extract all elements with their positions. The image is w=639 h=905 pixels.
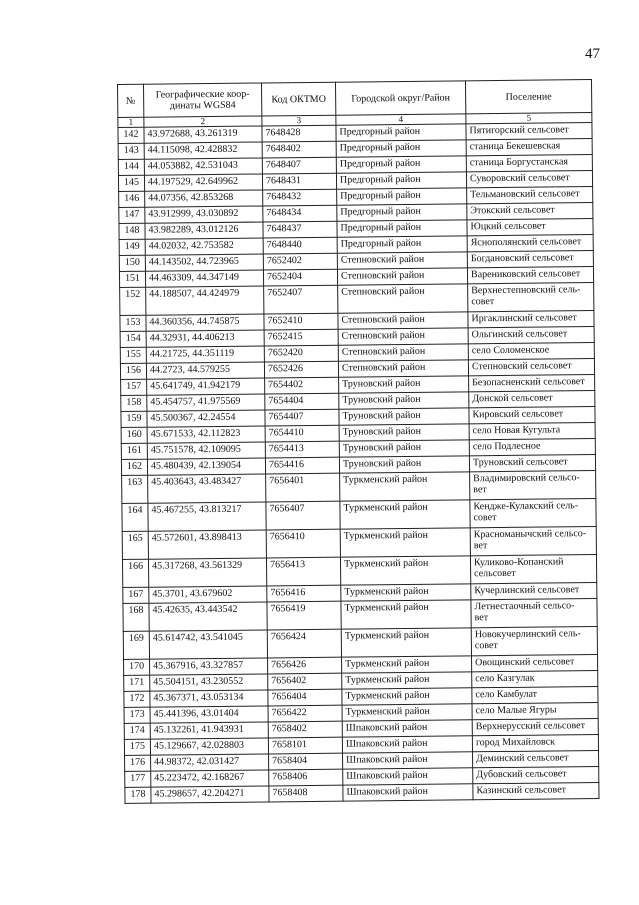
cell-number: 166 <box>122 559 148 587</box>
cell-settlement: станица Боргустанская <box>466 155 592 172</box>
cell-number: 173 <box>124 707 150 723</box>
cell-settlement: село Камбулат <box>472 686 598 703</box>
cell-coordinates: 45.671533, 42.112823 <box>147 426 265 443</box>
cell-settlement: станица Бекешевская <box>466 139 592 156</box>
cell-number: 169 <box>123 631 149 659</box>
cell-oktmo: 7658408 <box>269 785 343 802</box>
cell-coordinates: 44.463309, 44.347149 <box>145 270 263 287</box>
cell-number: 155 <box>120 347 146 363</box>
cell-district: Предгорный район <box>336 172 466 189</box>
cell-oktmo: 7656413 <box>266 557 340 586</box>
cell-number: 149 <box>119 239 145 255</box>
cell-number: 164 <box>122 503 148 531</box>
cell-district: Предгорный район <box>336 124 466 141</box>
cell-oktmo: 7656404 <box>268 689 342 706</box>
cell-oktmo: 7652420 <box>264 345 338 362</box>
header-oktmo: Код ОКТМО <box>261 82 335 116</box>
cell-settlement: Этокский сельсовет <box>467 203 593 220</box>
cell-oktmo: 7654416 <box>265 457 339 474</box>
cell-district: Предгорный район <box>336 140 466 157</box>
cell-oktmo: 7656402 <box>268 673 342 690</box>
cell-oktmo: 7654402 <box>265 377 339 394</box>
cell-oktmo: 7654407 <box>265 409 339 426</box>
cell-settlement: Верхнестепновский сель- совет <box>468 283 594 312</box>
cell-number: 150 <box>119 255 145 271</box>
cell-settlement: Верхнерусский сельсовет <box>472 718 598 735</box>
cell-settlement: село Казгулак <box>472 670 598 687</box>
cell-coordinates: 45.223472, 42.168267 <box>151 770 269 787</box>
cell-district: Предгорный район <box>337 220 467 237</box>
cell-settlement: Варениковский сельсовет <box>467 267 593 284</box>
table-body <box>118 123 599 804</box>
cell-oktmo: 7652402 <box>263 253 337 270</box>
cell-district: Степновский район <box>337 268 467 285</box>
cell-settlement: село Соломенское <box>468 343 594 360</box>
cell-oktmo: 7648407 <box>262 157 336 174</box>
cell-coordinates: 45.751578, 42.109095 <box>147 442 265 459</box>
cell-oktmo: 7656407 <box>266 501 340 530</box>
cell-oktmo: 7658402 <box>268 721 342 738</box>
cell-coordinates: 44.98372, 42.031427 <box>151 754 269 771</box>
cell-coordinates: 44.053882, 42.531043 <box>144 158 262 175</box>
cell-number: 175 <box>124 739 150 755</box>
cell-coordinates: 44.188507, 44.424979 <box>146 286 264 315</box>
cell-coordinates: 45.500367, 42.24554 <box>147 410 265 427</box>
cell-district: Труновский район <box>339 424 469 441</box>
cell-district: Труновский район <box>339 392 469 409</box>
cell-district: Туркменский район <box>341 628 471 657</box>
cell-settlement: Степновский сельсовет <box>468 359 594 376</box>
cell-oktmo: 7656416 <box>267 585 341 602</box>
cell-district: Туркменский район <box>342 704 472 721</box>
cell-district: Степновский район <box>338 344 468 361</box>
cell-coordinates: 44.32931, 44.406213 <box>146 330 264 347</box>
cell-settlement: Труновский сельсовет <box>469 455 595 472</box>
cell-oktmo: 7654410 <box>265 425 339 442</box>
cell-coordinates: 45.42635, 43.443542 <box>149 602 267 631</box>
cell-coordinates: 45.367371, 43.053134 <box>150 690 268 707</box>
cell-district: Туркменский район <box>342 688 472 705</box>
cell-coordinates: 44.197529, 42.649962 <box>144 174 262 191</box>
cell-oktmo: 7658404 <box>269 753 343 770</box>
cell-settlement: Кировский сельсовет <box>469 407 595 424</box>
cell-district: Туркменский район <box>342 656 472 673</box>
column-number: 1 <box>118 117 144 127</box>
cell-oktmo: 7652426 <box>264 361 338 378</box>
cell-number: 145 <box>118 175 144 191</box>
cell-oktmo: 7648437 <box>263 221 337 238</box>
cell-settlement: Кучерлинский сельсовет <box>471 583 597 600</box>
cell-coordinates: 45.504151, 43.230552 <box>150 674 268 691</box>
cell-district: Туркменский район <box>340 500 470 529</box>
cell-district: Туркменский район <box>340 528 470 557</box>
cell-oktmo: 7648428 <box>262 125 336 142</box>
cell-district: Шпаковский район <box>342 720 472 737</box>
cell-settlement: Летнестаочный сельсо- вет <box>471 599 597 628</box>
header-number: № <box>118 84 144 117</box>
cell-number: 152 <box>120 287 146 315</box>
cell-settlement: село Новая Кугульта <box>469 423 595 440</box>
cell-coordinates: 45.129667, 42.028803 <box>150 738 268 755</box>
cell-number: 161 <box>121 443 147 459</box>
cell-number: 178 <box>125 787 151 803</box>
cell-settlement: Тельмановский сельсовет <box>467 187 593 204</box>
cell-district: Степновский район <box>337 252 467 269</box>
cell-number: 167 <box>123 587 149 603</box>
cell-oktmo: 7656426 <box>268 657 342 674</box>
cell-settlement: город Михайловск <box>472 734 598 751</box>
cell-settlement: Иргаклинский сельсовет <box>468 311 594 328</box>
cell-oktmo: 7654413 <box>265 441 339 458</box>
cell-settlement: Донской сельсовет <box>469 391 595 408</box>
cell-coordinates: 44.115098, 42.428832 <box>144 142 262 159</box>
cell-oktmo: 7652404 <box>263 269 337 286</box>
cell-coordinates: 45.298657, 42.204271 <box>151 786 269 803</box>
cell-coordinates: 45.3701, 43.679602 <box>149 586 267 603</box>
header-coordinates: Географические коор- динаты WGS84 <box>144 83 262 117</box>
cell-number: 147 <box>119 207 145 223</box>
column-number: 4 <box>336 114 466 125</box>
cell-number: 142 <box>118 127 144 143</box>
cell-number: 171 <box>124 675 150 691</box>
cell-number: 162 <box>121 459 147 475</box>
cell-coordinates: 44.143502, 44.723965 <box>145 254 263 271</box>
cell-coordinates: 45.467255, 43.813217 <box>148 502 266 531</box>
cell-oktmo: 7658406 <box>269 769 343 786</box>
cell-coordinates: 45.572601, 43.898413 <box>148 530 266 559</box>
cell-district: Труновский район <box>339 456 469 473</box>
cell-settlement: Ольгинский сельсовет <box>468 327 594 344</box>
settlements-table <box>117 79 600 804</box>
cell-oktmo: 7648432 <box>263 189 337 206</box>
cell-district: Шпаковский район <box>343 752 473 769</box>
cell-settlement: Кендже-Кулакский сель- совет <box>470 499 596 528</box>
cell-number: 153 <box>120 315 146 331</box>
cell-oktmo: 7658101 <box>268 737 342 754</box>
cell-number: 170 <box>124 659 150 675</box>
cell-settlement: Пятигорский сельсовет <box>466 123 592 140</box>
cell-coordinates: 44.02032, 42.753582 <box>145 238 263 255</box>
cell-oktmo: 7652407 <box>264 285 338 314</box>
cell-coordinates: 43.912999, 43.030892 <box>145 206 263 223</box>
cell-coordinates: 45.480439, 42.139054 <box>147 458 265 475</box>
cell-number: 168 <box>123 603 149 631</box>
cell-number: 144 <box>118 159 144 175</box>
cell-number: 160 <box>121 427 147 443</box>
cell-oktmo: 7648434 <box>263 205 337 222</box>
cell-district: Предгорный район <box>337 236 467 253</box>
cell-number: 156 <box>120 363 146 379</box>
cell-settlement: Суворовский сельсовет <box>466 171 592 188</box>
page-number: 47 <box>585 46 600 62</box>
cell-oktmo: 7656424 <box>267 629 341 658</box>
cell-district: Степновский район <box>338 312 468 329</box>
cell-settlement: Владимировский сельсо- вет <box>470 471 596 500</box>
cell-number: 165 <box>122 531 148 559</box>
cell-number: 157 <box>121 379 147 395</box>
cell-settlement: Безопасненский сельсовет <box>469 375 595 392</box>
cell-district: Шпаковский район <box>342 736 472 753</box>
cell-coordinates: 44.360356, 44.745875 <box>146 314 264 331</box>
cell-district: Туркменский район <box>341 600 471 629</box>
cell-coordinates: 43.982289, 43.012126 <box>145 222 263 239</box>
cell-coordinates: 45.403643, 43.483427 <box>148 474 266 503</box>
cell-settlement: Богдановский сельсовет <box>467 251 593 268</box>
cell-oktmo: 7652410 <box>264 313 338 330</box>
column-number: 3 <box>262 115 336 126</box>
cell-settlement: Красноманычский сельсо- вет <box>470 527 596 556</box>
cell-district: Степновский район <box>338 360 468 377</box>
cell-oktmo: 7654404 <box>265 393 339 410</box>
cell-number: 177 <box>125 771 151 787</box>
cell-district: Степновский район <box>338 328 468 345</box>
cell-coordinates: 45.641749, 41.942179 <box>147 378 265 395</box>
cell-settlement: село Подлесное <box>469 439 595 456</box>
cell-number: 148 <box>119 223 145 239</box>
cell-coordinates: 44.07356, 42.853268 <box>145 190 263 207</box>
cell-number: 176 <box>125 755 151 771</box>
cell-district: Шпаковский район <box>343 784 473 801</box>
cell-district: Туркменский район <box>341 584 471 601</box>
cell-coordinates: 43.972688, 43.261319 <box>144 126 262 143</box>
cell-district: Туркменский район <box>340 472 470 501</box>
cell-district: Туркменский район <box>342 672 472 689</box>
cell-settlement: село Малые Ягуры <box>472 702 598 719</box>
cell-number: 159 <box>121 411 147 427</box>
column-number: 5 <box>466 113 592 124</box>
cell-oktmo: 7656410 <box>266 529 340 558</box>
cell-district: Труновский район <box>339 408 469 425</box>
header-district: Городской округ/Район <box>335 81 465 115</box>
cell-coordinates: 45.614742, 43.541045 <box>149 630 267 659</box>
cell-coordinates: 45.367916, 43.327857 <box>150 658 268 675</box>
cell-oktmo: 7648440 <box>263 237 337 254</box>
cell-oktmo: 7656401 <box>266 473 340 502</box>
cell-settlement: Деминский сельсовет <box>473 750 599 767</box>
cell-coordinates: 44.21725, 44.351119 <box>146 346 264 363</box>
cell-settlement: Куликово-Копанский сельсовет <box>470 555 596 584</box>
cell-district: Труновский район <box>339 376 469 393</box>
table-header-row <box>118 80 592 118</box>
cell-settlement: Овощинский сельсовет <box>472 654 598 671</box>
cell-coordinates: 45.317268, 43.561329 <box>148 558 266 587</box>
cell-district: Шпаковский район <box>343 768 473 785</box>
cell-district: Степновский район <box>338 284 468 313</box>
cell-district: Предгорный район <box>337 204 467 221</box>
cell-number: 146 <box>119 191 145 207</box>
cell-district: Предгорный район <box>336 156 466 173</box>
cell-oktmo: 7648431 <box>262 173 336 190</box>
cell-oktmo: 7656419 <box>267 601 341 630</box>
cell-number: 151 <box>119 271 145 287</box>
cell-number: 163 <box>122 475 148 503</box>
cell-district: Предгорный район <box>337 188 467 205</box>
cell-district: Труновский район <box>339 440 469 457</box>
settlements-table-container <box>117 79 599 804</box>
cell-number: 174 <box>124 723 150 739</box>
cell-coordinates: 45.454757, 41.975569 <box>147 394 265 411</box>
cell-oktmo: 7652415 <box>264 329 338 346</box>
cell-settlement: Юцкий сельсовет <box>467 219 593 236</box>
cell-oktmo: 7656422 <box>268 705 342 722</box>
cell-number: 172 <box>124 691 150 707</box>
cell-settlement: Дубовский сельсовет <box>473 766 599 783</box>
cell-settlement: Яснополянский сельсовет <box>467 235 593 252</box>
cell-oktmo: 7648402 <box>262 141 336 158</box>
cell-coordinates: 45.132261, 41.943931 <box>150 722 268 739</box>
cell-number: 154 <box>120 331 146 347</box>
cell-number: 158 <box>121 395 147 411</box>
cell-coordinates: 44.2723, 44.579255 <box>146 362 264 379</box>
column-number: 2 <box>144 116 262 127</box>
cell-district: Туркменский район <box>340 556 470 585</box>
cell-number: 143 <box>118 143 144 159</box>
cell-settlement: Новокучерлинский сель- совет <box>471 627 597 656</box>
cell-settlement: Казинский сельсовет <box>473 782 599 799</box>
header-settlement: Поселение <box>465 80 591 114</box>
cell-coordinates: 45.441396, 43.01404 <box>150 706 268 723</box>
